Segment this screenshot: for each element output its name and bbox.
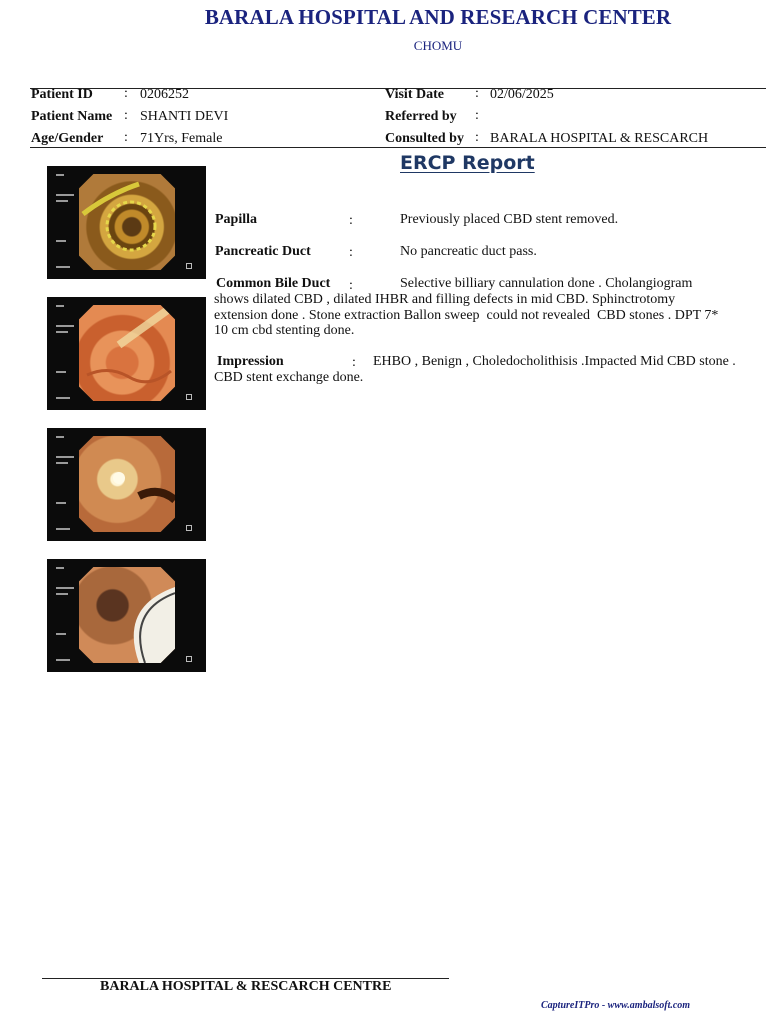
patient-id-label: Patient ID (31, 87, 93, 102)
hospital-city: CHOMU (413, 38, 463, 53)
papilla-text: Previously placed CBD stent removed. (400, 212, 619, 227)
impression-line-1: EHBO , Benign , Choledocholithisis .Impacted Mid CBD stone . (373, 354, 736, 369)
common-bile-duct-colon: : (349, 278, 353, 293)
papilla-colon: : (349, 213, 353, 228)
patient-id-value: 0206252 (140, 87, 189, 102)
patient-name-value: SHANTI DEVI (140, 109, 229, 124)
common-bile-duct-label: Common Bile Duct (216, 276, 331, 291)
consulted-by-label: Consulted by (385, 131, 464, 146)
pancreatic-duct-label: Pancreatic Duct (215, 244, 311, 259)
patient-name-colon: : (124, 108, 128, 123)
common-bile-duct-line-1: Selective billiary cannulation done . Cholangiogram (400, 276, 693, 291)
referred-by-label: Referred by (385, 109, 457, 124)
hospital-name: BARALA HOSPITAL AND RESEARCH CENTER (204, 5, 672, 29)
pancreatic-duct-colon: : (349, 245, 353, 260)
papilla-label: Papilla (215, 212, 258, 227)
endoscopy-image-1 (47, 166, 206, 279)
patient-id-colon: : (124, 86, 128, 101)
consulted-by-value: BARALA HOSPITAL & RESCARCH (490, 131, 709, 146)
impression-label: Impression (217, 354, 284, 369)
endoscopy-image-4 (47, 559, 206, 672)
age-gender-value: 71Yrs, Female (140, 131, 223, 146)
endoscopy-image-2 (47, 297, 206, 410)
software-credit: CaptureITPro - www.ambalsoft.com (541, 1000, 691, 1011)
impression-line-2: CBD stent exchange done. (214, 370, 364, 385)
pancreatic-duct-text: No pancreatic duct pass. (400, 244, 537, 259)
impression-colon: : (352, 355, 356, 370)
age-gender-colon: : (124, 130, 128, 145)
endoscopy-image-3 (47, 428, 206, 541)
patient-name-label: Patient Name (31, 109, 113, 124)
visit-date-label: Visit Date (385, 87, 444, 102)
common-bile-duct-line-2: shows dilated CBD , dilated IHBR and filling defects in mid CBD. Sphinctrotomy (214, 292, 676, 307)
report-title: ERCP Report (400, 152, 535, 174)
signature-label: BARALA HOSPITAL & RESCARCH CENTRE (100, 979, 392, 994)
common-bile-duct-line-4: 10 cm cbd stenting done. (214, 323, 355, 338)
consulted-by-colon: : (475, 130, 479, 145)
common-bile-duct-line-3: extension done . Stone extraction Ballon sweep could not revealed CBD stones . DPT 7* (214, 308, 719, 323)
visit-date-colon: : (475, 86, 479, 101)
age-gender-label: Age/Gender (31, 131, 104, 146)
visit-date-value: 02/06/2025 (490, 87, 554, 102)
header-divider-bottom (30, 147, 766, 148)
referred-by-colon: : (475, 108, 479, 123)
